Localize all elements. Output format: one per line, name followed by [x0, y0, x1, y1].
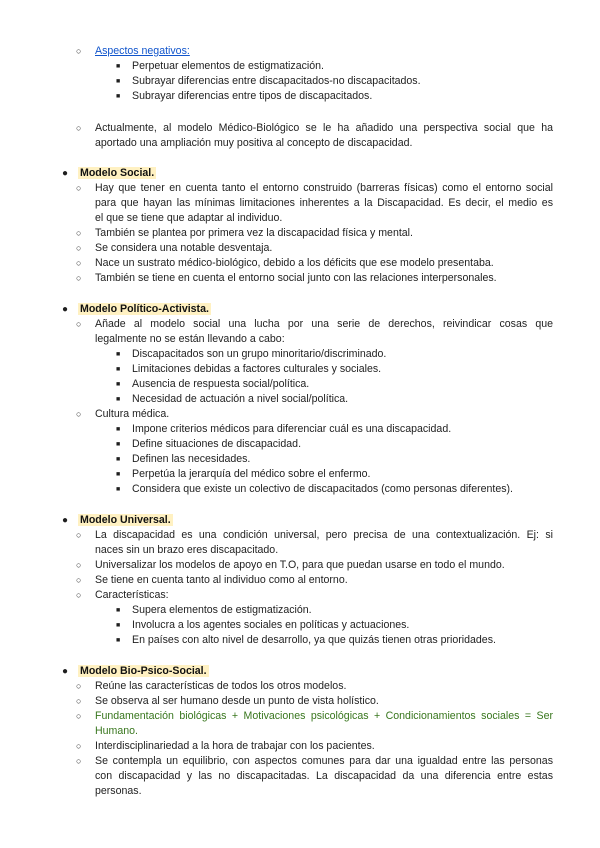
list-item: Perpetuar elementos de estigmatización. [132, 60, 324, 72]
square-bullet-icon: ■ [116, 441, 121, 448]
paragraph-line: con discapacidad y las no discapacitadas. La discapacidad da una diferencia entre estas [95, 770, 553, 782]
list-item: Considera que existe un colectivo de discapacitados (como personas diferentes). [132, 483, 513, 495]
paragraph-line: el que se tiene que adaptar al individuo. [95, 212, 283, 224]
circle-bullet-icon: ○ [76, 258, 82, 268]
paragraph-line-green: Fundamentación biológicas + Motivaciones psicológicas + Condicionamientos sociales = Ser [95, 710, 553, 722]
list-item: Nace un sustrato médico-biológico, debido a los déficits que ese modelo presentaba. [95, 257, 494, 269]
list-item: También se tiene en cuenta el entorno social junto con las relaciones interpersonales. [95, 272, 497, 284]
circle-bullet-icon: ○ [76, 123, 82, 133]
list-item: Características: [95, 589, 169, 601]
paragraph-line: Hay que tener en cuenta tanto el entorno construido (barreras físicas) como el entorno social [95, 182, 553, 194]
list-item: Universalizar los modelos de apoyo en T.O, para que puedan usarse en todo el mundo. [95, 559, 505, 571]
square-bullet-icon: ■ [116, 622, 121, 629]
list-item: Impone criterios médicos para diferenciar cuál es una discapacidad. [132, 423, 452, 435]
paragraph-line: Añade al modelo social una lucha por una serie de derechos, reivindicar cosas que [95, 318, 553, 330]
square-bullet-icon: ■ [116, 63, 121, 70]
paragraph-line: para que hayan las mínimas limitaciones inherentes a la Discapacidad. Es decir, el medio es [95, 197, 553, 209]
list-item: Se tiene en cuenta tanto al individuo como al entorno. [95, 574, 348, 586]
square-bullet-icon: ■ [116, 471, 121, 478]
dot-bullet-icon: ● [62, 515, 69, 526]
circle-bullet-icon: ○ [76, 681, 82, 691]
dot-bullet-icon: ● [62, 168, 69, 179]
list-item: Supera elementos de estigmatización. [132, 604, 312, 616]
circle-bullet-icon: ○ [76, 741, 82, 751]
list-item: Interdisciplinariedad a la hora de trabajar con los pacientes. [95, 740, 375, 752]
list-item: Subrayar diferencias entre tipos de discapacitados. [132, 90, 373, 102]
circle-bullet-icon: ○ [76, 183, 82, 193]
circle-bullet-icon: ○ [76, 46, 82, 56]
square-bullet-icon: ■ [116, 366, 121, 373]
square-bullet-icon: ■ [116, 93, 121, 100]
section-heading-politico: Modelo Político-Activista. [80, 303, 209, 315]
circle-bullet-icon: ○ [76, 243, 82, 253]
list-item: Discapacitados son un grupo minoritario/discriminado. [132, 348, 387, 360]
list-item: En países con alto nivel de desarrollo, ya que quizás tienen otras prioridades. [132, 634, 496, 646]
circle-bullet-icon: ○ [76, 711, 82, 721]
square-bullet-icon: ■ [116, 456, 121, 463]
circle-bullet-icon: ○ [76, 319, 82, 329]
list-item: Limitaciones debidas a factores culturales y sociales. [132, 363, 382, 375]
list-item: Definen las necesidades. [132, 453, 251, 465]
circle-bullet-icon: ○ [76, 530, 82, 540]
dot-bullet-icon: ● [62, 666, 69, 677]
list-item: Involucra a los agentes sociales en políticas y actuaciones. [132, 619, 410, 631]
circle-bullet-icon: ○ [76, 273, 82, 283]
circle-bullet-icon: ○ [76, 228, 82, 238]
square-bullet-icon: ■ [116, 381, 121, 388]
square-bullet-icon: ■ [116, 486, 121, 493]
circle-bullet-icon: ○ [76, 590, 82, 600]
circle-bullet-icon: ○ [76, 756, 82, 766]
paragraph-line: Actualmente, al modelo Médico-Biológico se le ha añadido una perspectiva social que ha [95, 122, 553, 134]
paragraph-line: La discapacidad es una condición universal, pero precisa de una contextualización. Ej: si [95, 529, 553, 541]
square-bullet-icon: ■ [116, 426, 121, 433]
list-item: También se plantea por primera vez la discapacidad física y mental. [95, 227, 413, 239]
list-item: Perpetúa la jerarquía del médico sobre el enfermo. [132, 468, 371, 480]
circle-bullet-icon: ○ [76, 696, 82, 706]
paragraph-line-green: Humano. [95, 725, 138, 737]
list-item: Reúne las características de todos los otros modelos. [95, 680, 347, 692]
list-item: Se considera una notable desventaja. [95, 242, 273, 254]
paragraph-line: personas. [95, 785, 142, 797]
section-heading-bio: Modelo Bio-Psico-Social. [80, 665, 207, 677]
list-item: Se observa al ser humano desde un punto de vista holístico. [95, 695, 379, 707]
paragraph-line: aportado una ampliación muy positiva al concepto de discapacidad. [95, 137, 413, 149]
square-bullet-icon: ■ [116, 637, 121, 644]
list-item: Cultura médica. [95, 408, 170, 420]
square-bullet-icon: ■ [116, 78, 121, 85]
list-item: Necesidad de actuación a nivel social/política. [132, 393, 349, 405]
circle-bullet-icon: ○ [76, 575, 82, 585]
dot-bullet-icon: ● [62, 304, 69, 315]
list-item: Subrayar diferencias entre discapacitados-no discapacitados. [132, 75, 421, 87]
aspectos-negativos-link[interactable]: Aspectos negativos: [95, 45, 190, 57]
section-heading-universal: Modelo Universal. [80, 514, 171, 526]
square-bullet-icon: ■ [116, 396, 121, 403]
circle-bullet-icon: ○ [76, 409, 82, 419]
section-heading-social: Modelo Social. [80, 167, 155, 179]
list-item: Define situaciones de discapacidad. [132, 438, 302, 450]
paragraph-line: legalmente no se están llevando a cabo: [95, 333, 285, 345]
list-item: Ausencia de respuesta social/política. [132, 378, 310, 390]
circle-bullet-icon: ○ [76, 560, 82, 570]
paragraph-line: naces sin un brazo eres discapacitado. [95, 544, 279, 556]
square-bullet-icon: ■ [116, 607, 121, 614]
square-bullet-icon: ■ [116, 351, 121, 358]
paragraph-line: Se contempla un equilibrio, con aspectos comunes para dar una igualdad entre las personas [95, 755, 553, 767]
